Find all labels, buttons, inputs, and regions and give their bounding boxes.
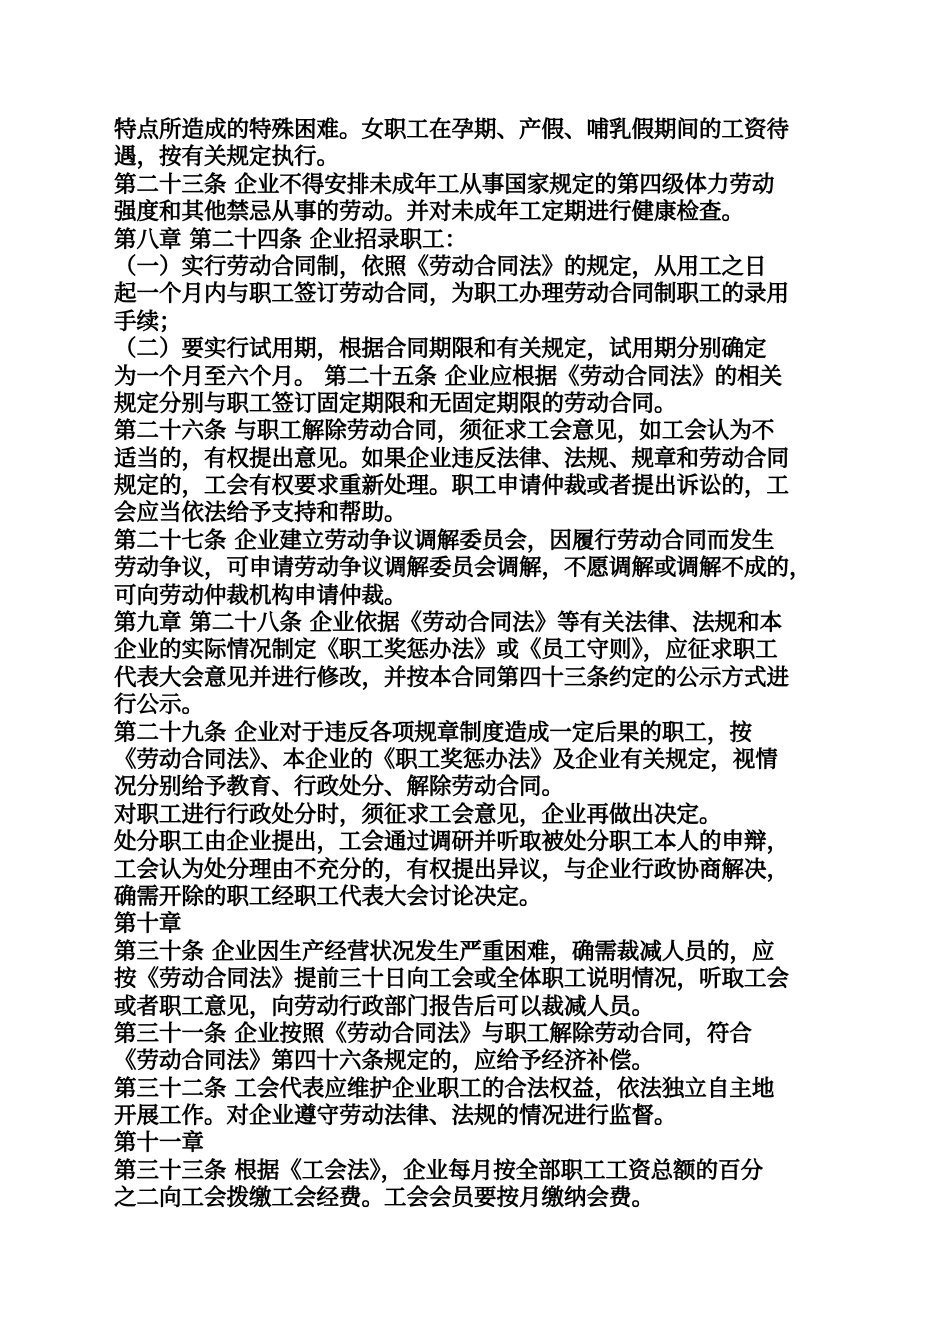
text-line: 第十一章 xyxy=(114,1130,205,1157)
text-line: 第二十九条 企业对于违反各项规章制度造成一定后果的职工，按 xyxy=(114,719,752,746)
text-line: 为一个月至六个月。 第二十五条 企业应根据《劳动合同法》的相关 xyxy=(114,363,783,390)
text-line: （二）要实行试用期，根据合同期限和有关规定，试用期分别确定 xyxy=(114,336,767,363)
text-line: 适当的，有权提出意见。如果企业违反法律、法规、规章和劳动合同 xyxy=(114,445,790,472)
text-line: 特点所造成的特殊困难。女职工在孕期、产假、哺乳假期间的工资待 xyxy=(114,117,790,143)
text-line: 按《劳动合同法》提前三十日向工会或全体职工说明情况，听取工会 xyxy=(114,966,790,993)
text-line: 起一个月内与职工签订劳动合同，为职工办理劳动合同制职工的录用 xyxy=(114,281,790,308)
text-line: 手续； xyxy=(114,308,182,335)
text-line: 行公示。 xyxy=(114,692,205,719)
text-line: 劳动争议，可申请劳动争议调解委员会调解，不愿调解或调解不成的， xyxy=(114,555,812,582)
text-line: 规定的，工会有权要求重新处理。职工申请仲裁或者提出诉讼的，工 xyxy=(114,473,790,500)
text-line: 处分职工由企业提出，工会通过调研并听取被处分职工本人的申辩， xyxy=(114,829,790,856)
document-body xyxy=(114,117,840,1213)
text-line: 第二十七条 企业建立劳动争议调解委员会，因履行劳动合同而发生 xyxy=(114,527,775,554)
text-line: 确需开除的职工经职工代表大会讨论决定。 xyxy=(114,883,542,910)
text-line: 第三十三条 根据《工会法》，企业每月按全部职工工资总额的百分 xyxy=(114,1157,764,1184)
text-line: 强度和其他禁忌从事的劳动。并对未成年工定期进行健康检查。 xyxy=(114,199,745,226)
text-line: 对职工进行行政处分时，须征求工会意见，企业再做出决定。 xyxy=(114,801,722,828)
text-line: 第三十一条 企业按照《劳动合同法》与职工解除劳动合同，符合 xyxy=(114,1020,752,1047)
text-line: （一）实行劳动合同制，依照《劳动合同法》的规定，从用工之日 xyxy=(114,253,767,280)
text-line: 第九章 第二十八条 企业依据《劳动合同法》等有关法律、法规和本 xyxy=(114,610,783,637)
text-line: 开展工作。对企业遵守劳动法律、法规的情况进行监督。 xyxy=(114,1103,677,1130)
text-line: 第三十二条 工会代表应维护企业职工的合法权益，依法独立自主地 xyxy=(114,1075,775,1102)
text-line: 况分别给予教育、行政处分、解除劳动合同。 xyxy=(114,774,565,801)
text-line: 之二向工会拨缴工会经费。工会会员要按月缴纳会费。 xyxy=(114,1185,655,1212)
text-line: 规定分别与职工签订固定期限和无固定期限的劳动合同。 xyxy=(114,390,677,417)
text-line: 遇，按有关规定执行。 xyxy=(114,144,340,171)
text-line: 第八章 第二十四条 企业招录职工： xyxy=(114,226,468,253)
text-line: 第三十条 企业因生产经营状况发生严重困难，确需裁减人员的，应 xyxy=(114,938,775,965)
text-line: 《劳动合同法》、本企业的《职工奖惩办法》及企业有关规定，视情 xyxy=(114,746,778,773)
text-line: 企业的实际情况制定《职工奖惩办法》或《员工守则》，应征求职工 xyxy=(114,637,778,664)
text-line: 第二十三条 企业不得安排未成年工从事国家规定的第四级体力劳动 xyxy=(114,171,775,198)
text-line: 工会认为处分理由不充分的，有权提出异议，与企业行政协商解决， xyxy=(114,856,790,883)
text-line: 或者职工意见，向劳动行政部门报告后可以裁减人员。 xyxy=(114,993,655,1020)
text-line: 会应当依法给予支持和帮助。 xyxy=(114,500,407,527)
text-line: 第十章 xyxy=(114,911,182,938)
text-line: 代表大会意见并进行修改，并按本合同第四十三条约定的公示方式进 xyxy=(114,664,790,691)
text-line: 第二十六条 与职工解除劳动合同，须征求工会意见，如工会认为不 xyxy=(114,418,775,445)
text-line: 可向劳动仲裁机构申请仲裁。 xyxy=(114,582,407,609)
text-line: 《劳动合同法》第四十六条规定的，应给予经济补偿。 xyxy=(114,1048,655,1075)
